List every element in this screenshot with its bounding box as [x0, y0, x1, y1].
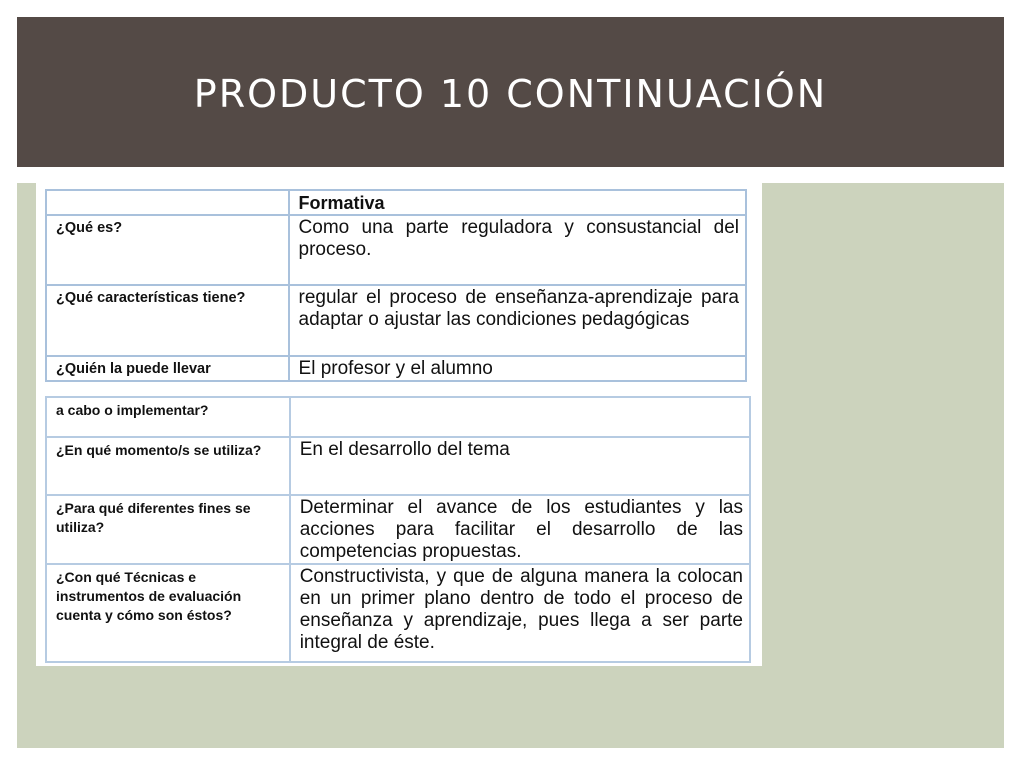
table-row [46, 564, 750, 662]
evaluation-table-part-2 [45, 396, 751, 663]
row-answer: regular el proceso de enseñanza-aprendizaje para adaptar o ajustar las condiciones pedagógicas [289, 285, 746, 356]
slide-title: PRODUCTO 10 CONTINUACIÓN [193, 72, 828, 116]
row-answer [290, 397, 750, 437]
table-row [46, 437, 750, 495]
row-answer: Como una parte reguladora y consustancial del proceso. [289, 215, 746, 285]
row-answer: El profesor y el alumno [289, 356, 746, 381]
row-question: a cabo o implementar? [46, 397, 290, 437]
table-header-empty-cell [46, 190, 289, 215]
row-answer: Constructivista, y que de alguna manera la colocan en un primer plano dentro de todo el proceso de enseñanza y aprendizaje, pues llega a ser parte integral de éste. [290, 564, 750, 662]
row-question: ¿En qué momento/s se utiliza? [46, 437, 290, 495]
row-question: ¿Con qué Técnicas e instrumentos de evaluación cuenta y cómo son éstos? [46, 564, 290, 662]
row-question: ¿Para qué diferentes fines se utiliza? [46, 495, 290, 564]
table-row [46, 356, 746, 381]
row-question: ¿Qué es? [46, 215, 289, 285]
table-header-row [46, 190, 746, 215]
row-question: ¿Qué características tiene? [46, 285, 289, 356]
table-row [46, 285, 746, 356]
table-row [46, 215, 746, 285]
row-question: ¿Quién la puede llevar [46, 356, 289, 381]
table-row [46, 495, 750, 564]
table-row [46, 397, 750, 437]
table-header-formativa: Formativa [289, 190, 746, 215]
title-band [17, 17, 1004, 167]
row-answer: Determinar el avance de los estudiantes y las acciones para facilitar el desarrollo de las competencias propuestas. [290, 495, 750, 564]
evaluation-table-part-1 [45, 189, 747, 382]
row-answer: En el desarrollo del tema [290, 437, 750, 495]
